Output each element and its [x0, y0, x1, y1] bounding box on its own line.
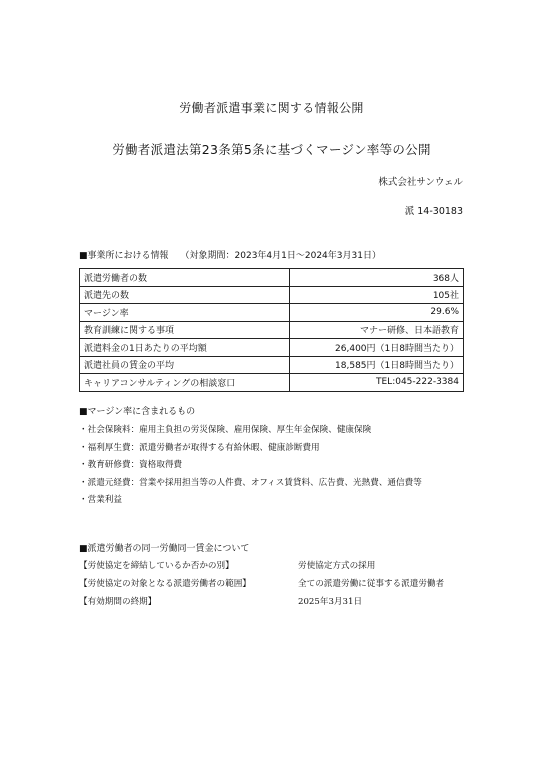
- table-row: [80, 321, 464, 339]
- item-value: 労使協定方式の採用: [298, 561, 376, 571]
- margin-contents-list: [79, 422, 422, 510]
- item-label: 【労使協定を締結しているか否かの別】: [79, 561, 234, 571]
- list-item: ・福利厚生費：派遣労働者が取得する有給休暇、健康診断費用: [79, 442, 320, 453]
- target-period: （対象期間：2023年4月1日～2024年3月31日）: [180, 251, 381, 261]
- list-item: ・社会保険料：雇用主負担の労災保険、雇用保険、厚生年金保険、健康保険: [79, 425, 372, 435]
- license-number: 派 14-30183: [404, 206, 463, 217]
- row-label: 派遣社員の賃金の平均: [80, 356, 290, 374]
- margin-contents-heading: ■マージン率に含まれるもの: [79, 407, 196, 417]
- row-label: 派遣労働者の数: [80, 269, 290, 287]
- row-label: キャリアコンサルティングの相談窓口: [80, 374, 290, 392]
- table-row: [80, 374, 464, 392]
- row-label: マージン率: [80, 304, 290, 322]
- office-info-heading: [79, 248, 381, 261]
- page-subtitle: 労働者派遣法第23条第5条に基づくマージン率等の公開: [112, 142, 431, 157]
- row-value: 105社: [289, 286, 463, 304]
- table-row: [80, 269, 464, 287]
- row-value: 368人: [289, 269, 463, 287]
- consultation-phone: TEL:045-222-3384: [289, 374, 463, 392]
- equal-pay-heading: ■派遣労働者の同一労働同一賃金について: [79, 544, 250, 554]
- row-label: 派遣先の数: [80, 286, 290, 304]
- row-value: 29.6%: [289, 304, 463, 322]
- row-label: 派遣料金の1日あたりの平均額: [80, 339, 290, 357]
- list-item: ・派遣元経費：営業や採用担当等の人件費、オフィス賃貸料、広告費、光熱費、通信費等: [79, 477, 422, 488]
- office-info-heading-label: ■事業所における情報: [79, 251, 169, 261]
- item-value: 全ての派遣労働に従事する派遣労働者: [298, 579, 445, 589]
- row-value: 18,585円（1日8時間当たり）: [289, 356, 463, 374]
- page-title: 労働者派遣事業に関する情報公開: [179, 101, 364, 115]
- table-row: [80, 339, 464, 357]
- row-label: 教育訓練に関する事項: [80, 321, 290, 339]
- office-info-table: [79, 268, 464, 392]
- company-name: 株式会社サンウェル: [378, 177, 463, 188]
- item-label: 【有効期間の終期】: [79, 597, 157, 607]
- table-row: [80, 304, 464, 322]
- item-label: 【労使協定の対象となる派遣労働者の範囲】: [79, 579, 251, 589]
- list-item: ・営業利益: [79, 495, 122, 505]
- table-row: [80, 356, 464, 374]
- row-value: マナー研修、日本語教育: [289, 321, 463, 339]
- list-item: ・教育研修費：資格取得費: [79, 460, 183, 470]
- table-row: [80, 286, 464, 304]
- item-value: 2025年3月31日: [298, 597, 363, 607]
- row-value: 26,400円（1日8時間当たり）: [289, 339, 463, 357]
